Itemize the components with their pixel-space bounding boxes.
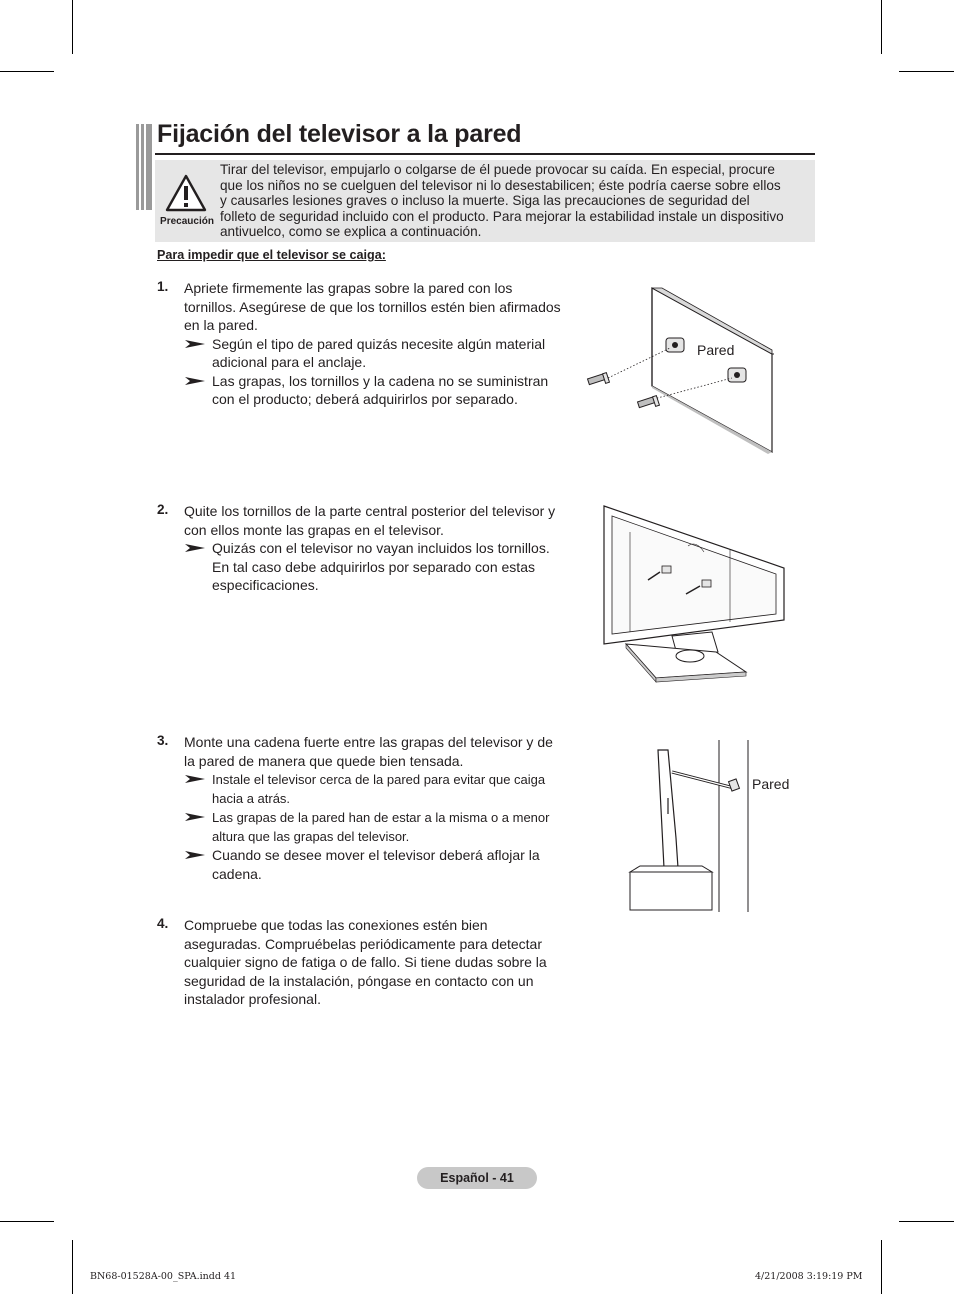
title-underline bbox=[155, 153, 815, 155]
screw-icon bbox=[638, 396, 660, 408]
page-number-badge: Español - 41 bbox=[417, 1167, 537, 1189]
step-number: 3. bbox=[157, 733, 169, 748]
crop-mark bbox=[899, 1221, 954, 1222]
caution-label: Precaución bbox=[160, 216, 214, 227]
section-heading: Para impedir que el televisor se caiga: bbox=[157, 248, 386, 262]
step-3 bbox=[157, 733, 567, 883]
wall-label: Pared bbox=[752, 776, 790, 792]
wall-brackets-illustration bbox=[578, 282, 788, 462]
tv-back-illustration bbox=[600, 502, 790, 688]
step-note bbox=[184, 846, 567, 883]
crop-mark bbox=[881, 1240, 882, 1294]
crop-mark bbox=[0, 1221, 54, 1222]
crop-mark bbox=[899, 71, 954, 72]
note-arrow-icon bbox=[184, 339, 206, 349]
note-text: Cuando se desee mover el televisor deberá aflojar la cadena. bbox=[212, 847, 540, 882]
caution-line: que los niños no se cuelguen del televisor ni lo desestabilicen; éste podría caerse sobre ellos bbox=[220, 177, 781, 193]
caution-line: y causarles lesiones graves o incluso la muerte. Siga las precauciones de seguridad del bbox=[220, 193, 750, 209]
step-note bbox=[184, 335, 567, 372]
step-text: Quite los tornillos de la parte central posterior del televisor y con ellos monte las grapas en el televisor. bbox=[184, 503, 556, 538]
note-text: Instale el televisor cerca de la pared para evitar que caiga hacia a atrás. bbox=[212, 772, 546, 806]
step-number: 2. bbox=[157, 502, 169, 517]
page-title: Fijación del televisor a la pared bbox=[157, 120, 522, 148]
step-note bbox=[184, 539, 567, 595]
note-arrow-icon bbox=[184, 543, 206, 553]
wall-label: Pared bbox=[697, 342, 735, 358]
tv-chain-illustration bbox=[622, 738, 802, 914]
step-number: 4. bbox=[157, 916, 169, 931]
caution-text bbox=[220, 162, 812, 240]
wall-bracket bbox=[729, 779, 740, 791]
crop-mark bbox=[881, 0, 882, 54]
title-decoration-bar bbox=[136, 124, 152, 210]
step-text: Compruebe que todas las conexiones estén bien aseguradas. Compruébelas periódicamente para detectar cualquier signo de fatiga o de fallo. Si tiene dudas sobre la seguridad de la instalación, póngase en contacto con un instalador profesional. bbox=[184, 917, 547, 1007]
footer-timestamp: 4/21/2008 3:19:19 PM bbox=[755, 1271, 863, 1282]
crop-mark bbox=[72, 1240, 73, 1294]
note-arrow-icon bbox=[184, 774, 206, 784]
step-text: Monte una cadena fuerte entre las grapas del televisor y de la pared de manera que quede bien tensada. bbox=[184, 734, 553, 769]
step-number: 1. bbox=[157, 279, 169, 294]
step-text: Apriete firmemente las grapas sobre la pared con los tornillos. Asegúrese de que los tornillos estén bien afirmados en la pared. bbox=[184, 280, 561, 333]
step-2 bbox=[157, 502, 567, 595]
step-note bbox=[184, 808, 567, 846]
wall-bracket bbox=[666, 338, 684, 352]
caution-line: Tirar del televisor, empujarlo o colgarse de él puede provocar su caída. En especial, procure bbox=[220, 162, 775, 177]
note-text: Según el tipo de pared quizás necesite algún material adicional para el anclaje. bbox=[212, 335, 546, 370]
warning-triangle-icon bbox=[165, 174, 207, 212]
step-1 bbox=[157, 279, 567, 409]
caution-box bbox=[155, 160, 815, 242]
screw-icon bbox=[588, 373, 610, 385]
note-text: Las grapas de la pared han de estar a la misma o a menor altura que las grapas del televisor. bbox=[212, 810, 550, 844]
crop-mark bbox=[72, 0, 73, 54]
step-4 bbox=[157, 916, 567, 1009]
note-text: Quizás con el televisor no vayan incluidos los tornillos. En tal caso debe adquirirlos por separado con estas especificaciones. bbox=[212, 540, 550, 593]
caution-line: antivuelco, como se explica a continuación. bbox=[220, 224, 482, 240]
caution-line: folleto de seguridad incluido con el producto. Para mejorar la estabilidad instale un dispositivo bbox=[220, 208, 784, 224]
step-note bbox=[184, 770, 567, 808]
step-note bbox=[184, 372, 567, 409]
note-text: Las grapas, los tornillos y la cadena no se suministran con el producto; deberá adquirirlos por separado. bbox=[212, 372, 549, 407]
note-arrow-icon bbox=[184, 850, 206, 860]
crop-mark bbox=[0, 71, 54, 72]
wall-bracket bbox=[728, 368, 746, 382]
footer-file-info: BN68-01528A-00_SPA.indd 41 bbox=[90, 1271, 237, 1282]
note-arrow-icon bbox=[184, 376, 206, 386]
note-arrow-icon bbox=[184, 812, 206, 822]
